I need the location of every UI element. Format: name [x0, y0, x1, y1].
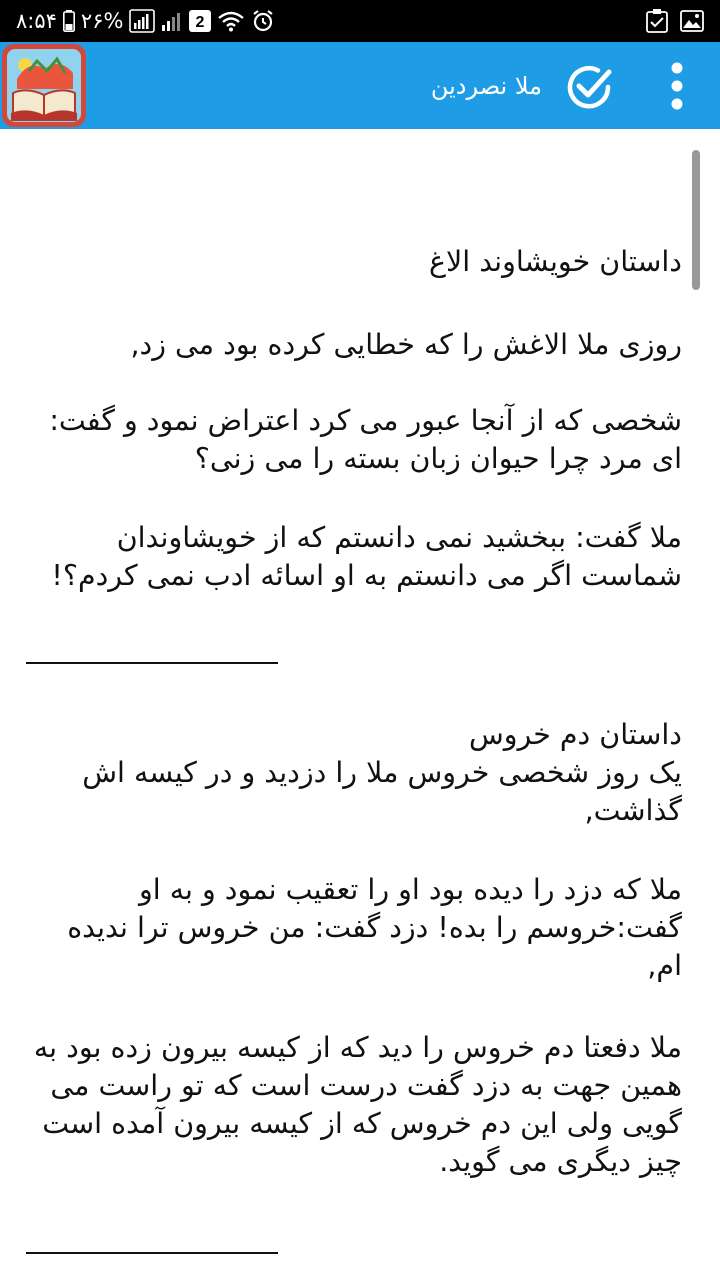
signal-box-icon [129, 9, 155, 33]
status-right [646, 0, 704, 42]
story-divider [26, 662, 278, 664]
story-1-paragraph-1: روزی ملا الاغش را که خطایی کرده بود می زد, [130, 328, 682, 361]
check-circle-icon[interactable] [564, 62, 614, 112]
sim-badge-text: 2 [195, 14, 205, 31]
story-1-title: داستان خویشاوند الاغ [428, 245, 682, 278]
story-2-paragraph-2: ملا که دزد را دیده بود او را تعقیب نمود و به او گفت:خروسم را بده! دزد گفت: من خروس ترا ندیده ام, [67, 873, 682, 982]
story-2-paragraph-1: یک روز شخصی خروس ملا را دزدید و در کیسه اش گذاشت, [82, 756, 682, 827]
battery-icon [63, 10, 75, 32]
gallery-icon [680, 10, 704, 32]
app-bar [0, 42, 720, 129]
story-1-paragraph-2: شخصی که از آنجا عبور می کرد اعتراض نمود و گفت: ای مرد چرا حیوان زبان بسته را می زنی؟ [49, 404, 682, 475]
more-vertical-icon[interactable] [660, 60, 694, 112]
status-battery-percent: ۲۶% [80, 9, 124, 33]
signal-bars-icon [161, 10, 183, 32]
book-logo-icon[interactable] [2, 44, 86, 127]
status-left [16, 0, 275, 42]
story-2-paragraph-3: ملا دفعتا دم خروس را دید که از کیسه بیرون زده بود به همین جهت به دزد گفت درست است که تو راست می گویی ولی این دم خروس که از کیسه بیرون آمده است چیز دیگری می گوید. [33, 1031, 682, 1178]
app-title: ملا نصردین [430, 71, 542, 100]
story-divider [26, 1252, 278, 1254]
story-2-title: داستان دم خروس [468, 718, 682, 751]
story-1-paragraph-3: ملا گفت: ببخشید نمی دانستم که از خویشاوندان شماست اگر می دانستم به او اسائه ادب نمی کردم؟! [51, 521, 682, 592]
sim-badge-icon [189, 10, 211, 32]
scrollbar-thumb[interactable] [692, 150, 700, 290]
wifi-icon [217, 10, 245, 32]
task-checkbox-icon [646, 9, 668, 33]
book-logo-art [7, 49, 81, 122]
status-time: ۸:۵۴ [16, 9, 57, 33]
alarm-icon [251, 9, 275, 33]
status-bar [0, 0, 720, 42]
